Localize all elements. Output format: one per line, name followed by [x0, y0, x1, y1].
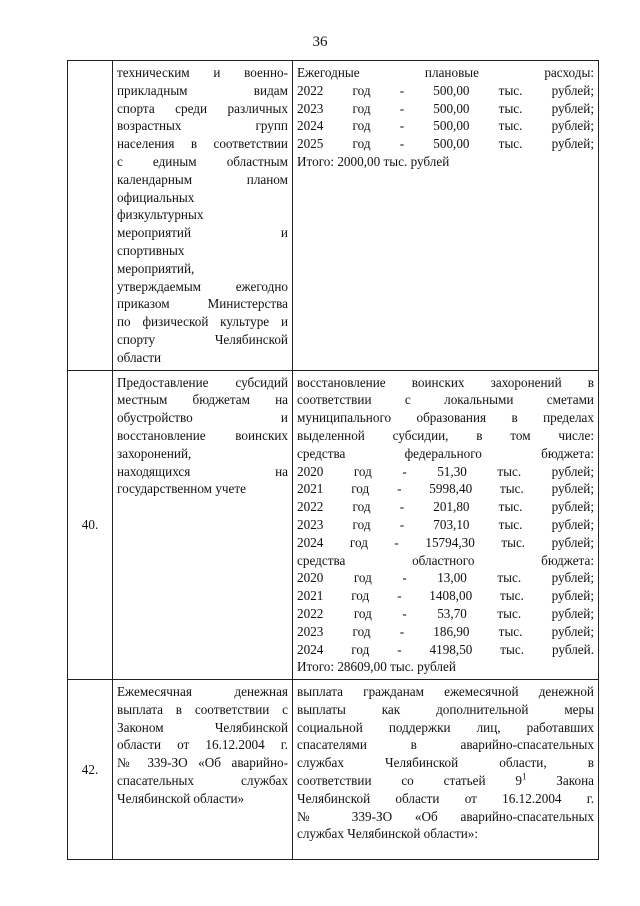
text-line [297, 701, 594, 719]
text-line: соответствии с локальными сметами [297, 392, 594, 408]
text-fragment: социальной поддержки лиц, работавших [297, 719, 594, 735]
text-line: Ежегодные плановые расходы: [297, 65, 594, 80]
text-line: 2020 год - 51,30 тыс. рублей; [297, 463, 594, 479]
text-fragment: выплаты как дополнительной меры [297, 701, 594, 717]
text-line: 2024 год - 4198,50 тыс. рублей. [297, 641, 594, 657]
text-line: физкультурных [117, 207, 204, 223]
table-row [68, 61, 599, 371]
measure-description [113, 370, 293, 680]
text-line: Ежемесячная денежная [117, 684, 288, 700]
text-fragment: службах Челябинской области, в [297, 755, 594, 771]
text-fragment: Закона [526, 773, 594, 789]
text-line: мероприятий, [117, 260, 195, 276]
text-fragment: службах Челябинской области»: [297, 826, 479, 842]
text-line: восстановление воинских [117, 427, 288, 443]
text-line: находящихся на [117, 463, 288, 479]
text-line: спорта среди различных [117, 100, 288, 116]
measure-funding [293, 680, 599, 860]
row-number: 40. [68, 370, 113, 680]
text-line: 2025 год - 500,00 тыс. рублей; [297, 136, 594, 152]
text-line: 2022 год - 53,70 тыс. рублей; [297, 605, 594, 621]
measure-description [113, 61, 293, 371]
text-line: средства областного бюджета: [297, 552, 594, 568]
table-row [68, 680, 599, 860]
measure-description [113, 680, 293, 860]
text-fragment: выплата гражданам ежемесячной денежной [297, 684, 594, 700]
text-line: 2023 год - 500,00 тыс. рублей; [297, 100, 594, 116]
row-number: 42. [68, 680, 113, 860]
text-line: календарным планом [117, 171, 288, 187]
text-line: 2022 год - 201,80 тыс. рублей; [297, 499, 594, 515]
text-fragment: № 339-ЗО «Об аварийно-спасательных [297, 808, 594, 824]
text-line: восстановление воинских захоронений в [297, 374, 594, 390]
text-fragment: спасателями в аварийно-спасательных [297, 737, 594, 753]
text-fragment: Челябинской области от 16.12.2004 г. [297, 790, 594, 806]
text-line: спортивных [117, 242, 185, 258]
text-line: области от 16.12.2004 г. [117, 737, 288, 753]
text-line: Итого: 28609,00 тыс. рублей [297, 659, 456, 675]
text-line: 2023 год - 703,10 тыс. рублей; [297, 516, 594, 532]
page-number: 36 [312, 34, 328, 50]
text-fragment: соответствии со статьей 9 [297, 773, 522, 789]
text-line: Законом Челябинской [117, 719, 288, 735]
text-line: 2020 год - 13,00 тыс. рублей; [297, 570, 594, 586]
text-line: официальных [117, 189, 195, 205]
text-line: выплата в соответствии с [117, 701, 288, 717]
measures-table [67, 60, 599, 860]
text-line: области [117, 349, 162, 365]
text-line: средства федерального бюджета: [297, 445, 594, 461]
text-line: спорту Челябинской [117, 331, 288, 347]
text-line: мероприятий и [117, 225, 288, 241]
text-line: населения в соответствии [117, 136, 288, 152]
text-line: Челябинской области» [117, 790, 245, 806]
text-line: обустройство и [117, 410, 288, 426]
text-line [297, 790, 594, 808]
text-line: прикладным видам [117, 82, 288, 98]
text-line: утверждаемым ежегодно [117, 278, 288, 294]
text-line: спасательных службах [117, 773, 288, 789]
text-line: техническим и военно- [117, 65, 288, 80]
text-line: возрастных групп [117, 118, 288, 134]
text-line: муниципального образования в пределах [297, 410, 594, 426]
text-line: 2024 год - 500,00 тыс. рублей; [297, 118, 594, 134]
text-line: Итого: 2000,00 тыс. рублей [297, 153, 450, 169]
article-superscript: 1 [521, 771, 527, 782]
text-line [297, 719, 594, 737]
text-line [297, 772, 594, 790]
text-line [297, 683, 594, 701]
text-line [297, 825, 594, 843]
text-line [297, 736, 594, 754]
text-line [297, 754, 594, 772]
row-number [68, 61, 113, 371]
text-line: приказом Министерства [117, 296, 288, 312]
text-line: 2021 год - 5998,40 тыс. рублей; [297, 481, 594, 497]
text-line: захоронений, [117, 445, 192, 461]
text-line: № 339-ЗО «Об аварийно- [117, 755, 288, 771]
text-line: 2021 год - 1408,00 тыс. рублей; [297, 588, 594, 604]
text-line [297, 808, 594, 826]
measure-funding [293, 61, 599, 371]
text-line: 2022 год - 500,00 тыс. рублей; [297, 82, 594, 98]
measure-funding [293, 370, 599, 680]
text-line: с единым областным [117, 153, 288, 169]
text-line: государственном учете [117, 481, 247, 497]
table-row [68, 370, 599, 680]
text-line: по физической культуре и [117, 314, 288, 330]
text-line: выделенной субсидии, в том числе: [297, 427, 594, 443]
text-line: Предоставление субсидий [117, 374, 288, 390]
text-line: местным бюджетам на [117, 392, 288, 408]
text-line: 2024 год - 15794,30 тыс. рублей; [297, 534, 594, 550]
text-line: 2023 год - 186,90 тыс. рублей; [297, 623, 594, 639]
